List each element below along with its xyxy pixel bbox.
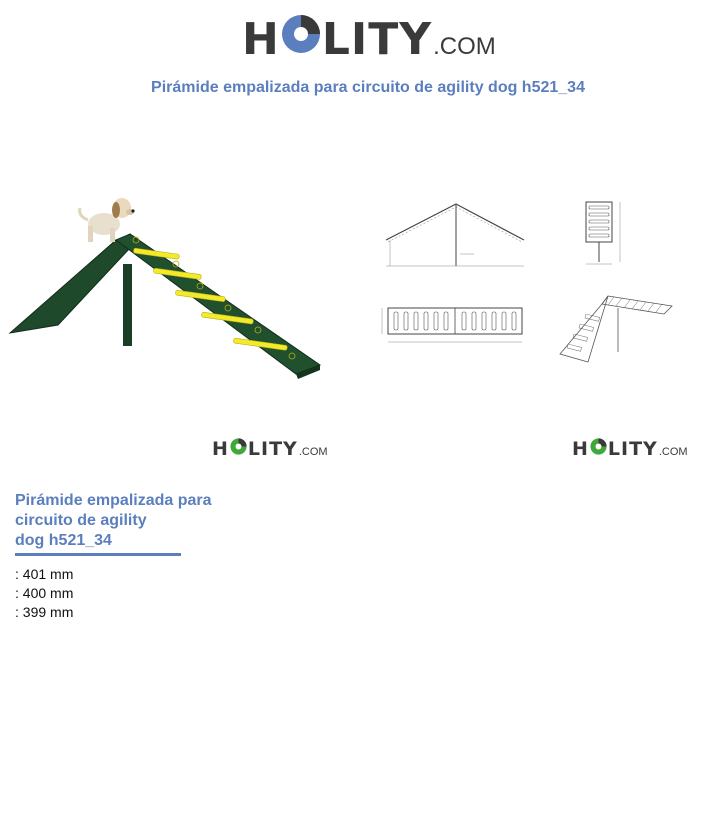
logo-o-icon <box>230 438 247 455</box>
logo-text-right: LITY <box>247 438 298 460</box>
logo-suffix: .COM <box>433 33 496 60</box>
side-view-drawing <box>580 196 630 268</box>
logo-text-left: H <box>242 14 280 65</box>
logo-text-left: H <box>212 438 229 460</box>
dimension-item: : 399 mm <box>15 604 74 620</box>
product-name-line: circuito de agility <box>15 512 147 529</box>
logo-text-left: H <box>572 438 589 460</box>
top-view-drawing <box>378 300 528 350</box>
isometric-view-drawing <box>556 290 678 368</box>
logo-o-icon <box>281 14 321 54</box>
image-watermark-logo <box>212 438 328 460</box>
front-view-drawing <box>378 196 528 272</box>
product-name <box>15 491 245 551</box>
product-name-line: dog h521_34 <box>15 532 112 549</box>
drawing-watermark-logo <box>572 438 688 460</box>
logo-text-right: LITY <box>321 14 433 65</box>
logo-text-right: LITY <box>607 438 658 460</box>
product-name-line: Pirámide empalizada para <box>15 492 212 509</box>
title-underline <box>15 553 181 556</box>
dimension-item: : 400 mm <box>15 585 74 601</box>
site-logo[interactable] <box>242 14 496 70</box>
product-image <box>6 190 326 380</box>
logo-o-icon <box>590 438 607 455</box>
logo-suffix: .COM <box>298 446 328 458</box>
logo-suffix: .COM <box>658 446 688 458</box>
dimension-item: : 401 mm <box>15 566 74 582</box>
dimension-list <box>15 565 73 622</box>
page-title: Pirámide empalizada para circuito de agility dog h521_34 <box>151 79 585 96</box>
